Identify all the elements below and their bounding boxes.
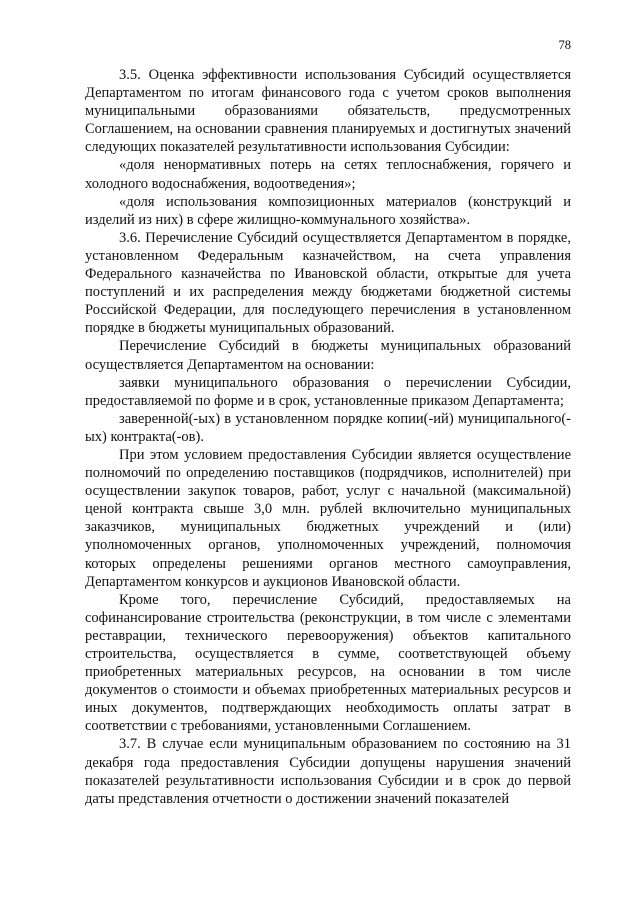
paragraph-3-7: 3.7. В случае если муниципальным образованием по состоянию на 31 декабря года предоставления Субсидии допущены нарушения значений показателей результативности использования Субсидии и в срок до первой даты представления отчетности о достижении значений показателей <box>85 736 571 807</box>
indicator-composite-materials: «доля использования композиционных материалов (конструкций и изделий из них) в сфере жилищно-коммунального хозяйства». <box>85 193 571 228</box>
transfer-basis-intro: Перечисление Субсидий в бюджеты муниципальных образований осуществляется Департаментом на основании: <box>85 338 571 373</box>
construction-cofinancing-paragraph: Кроме того, перечисление Субсидий, предоставляемых на софинансирование строительства (реконструкции, в том числе с элементами реставрации, технического перевооружения) объектов капитального строительства, осуществляется в сумме, соответствующей объему приобретенных материальных ресурсов, на основании в том числе документов о стоимости и объемах приобретенных материальных ресурсов и иных документов, подтверждающих необходимость оплаты затрат в соответствии с требованиями, установленными Соглашением. <box>85 591 571 735</box>
page-number: 78 <box>558 38 571 52</box>
procurement-condition-paragraph: При этом условием предоставления Субсидии является осуществление полномочий по определению поставщиков (подрядчиков, исполнителей) при осуществлении закупок товаров, работ, услуг с начальной (максимальной) ценой контракта свыше 3,0 млн. рублей включительно муниципальных заказчиков, муниципальных бюджетных учреждений и (или) уполномоченных органов, уполномоченных учреждений, полномочия которых определены решениями органов местного самоуправления, Департаментом конкурсов и аукционов Ивановской области. <box>85 446 571 590</box>
transfer-basis-application: заявки муниципального образования о перечислении Субсидии, предоставляемой по форме и в срок, установленные приказом Департамента; <box>85 374 571 409</box>
paragraph-3-6: 3.6. Перечисление Субсидий осуществляется Департаментом в порядке, установленном Федеральным казначейством, на счета управления Федерального казначейства по Ивановской области, открытые для учета поступлений и их распределения между бюджетами бюджетной системы Российской Федерации, для последующего перечисления в установленном порядке в бюджеты муниципальных образований. <box>85 229 571 337</box>
paragraph-3-5: 3.5. Оценка эффективности использования Субсидий осуществляется Департаментом по итогам финансового года с учетом сроков выполнения муниципальными образованиями обязательств, предусмотренных Соглашением, на основании сравнения планируемых и достигнутых значений следующих показателей результативности использования Субсидии: <box>85 67 571 156</box>
document-body <box>85 66 571 808</box>
transfer-basis-contract-copies: заверенной(-ых) в установленном порядке копии(-ий) муниципального(-ых) контракта(-ов). <box>85 410 571 445</box>
indicator-heat-water-losses: «доля ненормативных потерь на сетях теплоснабжения, горячего и холодного водоснабжения, водоотведения»; <box>85 157 571 192</box>
